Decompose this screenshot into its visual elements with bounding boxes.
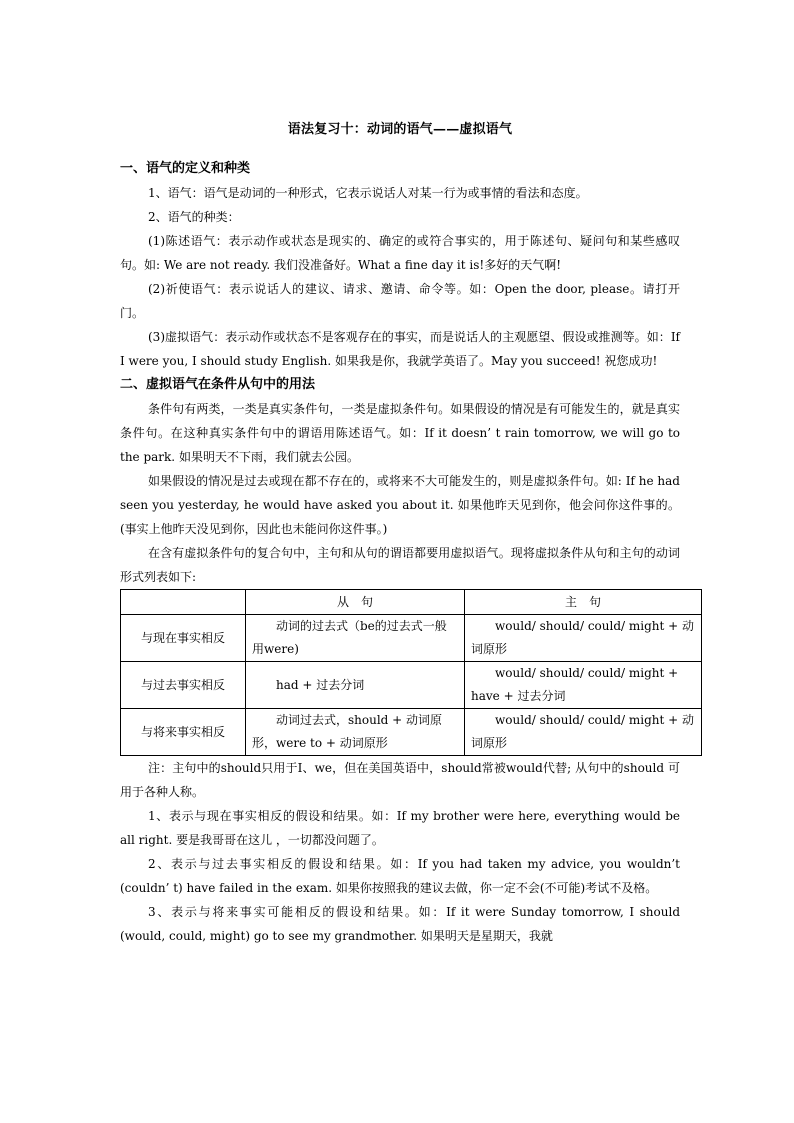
section1-paragraph-2: 2、语气的种类： [148, 210, 240, 224]
document-body [120, 118, 695, 948]
table-cell: would/ should/ could/ might + have + 过去分词 [465, 662, 702, 709]
table-header-cell: 主 句 [465, 590, 702, 615]
section1-paragraph-5: (3)虚拟语气：表示动作或状态不是客观存在的事实，而是说话人的主观愿望、假设或推测等。如：If I were you, I should study English. 如果我是你，我就学英语了。May you succeed! 祝您成功! [120, 330, 680, 368]
table-row [121, 662, 702, 709]
section1-paragraph-4: (2)祈使语气：表示说话人的建议、请求、邀请、命令等。如：Open the door, please。请打开门。 [120, 282, 680, 320]
table-cell: 动词过去式，should + 动词原形，were to + 动词原形 [246, 709, 465, 756]
example-paragraph-1: 1、表示与现在事实相反的假设和结果。如：If my brother were here, everything would be all right. 要是我哥哥在这儿 ，一切都没问题了。 [120, 809, 680, 847]
page-title: 语法复习十：动词的语气——虚拟语气 [287, 122, 513, 137]
table-header-cell [121, 590, 246, 615]
section2-paragraph-3: 在含有虚拟条件句的复合句中，主句和从句的谓语都要用虚拟语气。现将虚拟条件从句和主句的动词形式列表如下: [120, 546, 680, 584]
section2-heading: 二、虚拟语气在条件从句中的用法 [120, 377, 316, 392]
table-header-cell: 从 句 [246, 590, 465, 615]
table-cell: 与将来事实相反 [121, 709, 246, 756]
table-cell: 动词的过去式（be的过去式一般用were) [246, 615, 465, 662]
note-paragraph: 注：主句中的should只用于I、we，但在美国英语中，should常被would代替; 从句中的should 可用于各种人称。 [120, 761, 680, 799]
table-row [121, 615, 702, 662]
table-cell: 与现在事实相反 [121, 615, 246, 662]
example-paragraph-2: 2、表示与过去事实相反的假设和结果。如：If you had taken my advice, you wouldn’t (couldn’ t) have failed in the exam. 如果你按照我的建议去做，你一定不会(不可能)考试不及格。 [120, 857, 680, 895]
section1-paragraph-3: (1)陈述语气：表示动作或状态是现实的、确定的或符合事实的，用于陈述句、疑问句和某些感叹句。如: We are not ready. 我们没准备好。What a fine day it is!多好的天气啊! [120, 234, 680, 272]
table-cell: would/ should/ could/ might + 动词原形 [465, 709, 702, 756]
section2-paragraph-1: 条件句有两类，一类是真实条件句，一类是虚拟条件句。如果假设的情况是有可能发生的，就是真实条件句。在这种真实条件句中的谓语用陈述语气。如：If it doesn’ t rain tomorrow, we will go to the park. 如果明天不下雨，我们就去公园。 [120, 402, 680, 464]
example-paragraph-3: 3、表示与将来事实可能相反的假设和结果。如：If it were Sunday tomorrow, I should (would, could, might) go to see my grandmother. 如果明天是星期天，我就 [120, 905, 680, 943]
table-cell: would/ should/ could/ might + 动词原形 [465, 615, 702, 662]
table-cell: had + 过去分词 [246, 662, 465, 709]
section1-heading: 一、语气的定义和种类 [120, 161, 251, 176]
verb-form-table [120, 589, 702, 756]
section2-paragraph-2: 如果假设的情况是过去或现在都不存在的，或将来不大可能发生的，则是虚拟条件句。如: If he had seen you yesterday, he would have asked you about it. 如果他昨天见到你，他会问你这件事的。(事实上他昨天没见到你，因此也未能问你这件事。) [120, 474, 680, 536]
table-header-row [121, 590, 702, 615]
table-cell: 与过去事实相反 [121, 662, 246, 709]
section1-paragraph-1: 1、语气：语气是动词的一种形式，它表示说话人对某一行为或事情的看法和态度。 [148, 186, 588, 200]
table-row [121, 709, 702, 756]
